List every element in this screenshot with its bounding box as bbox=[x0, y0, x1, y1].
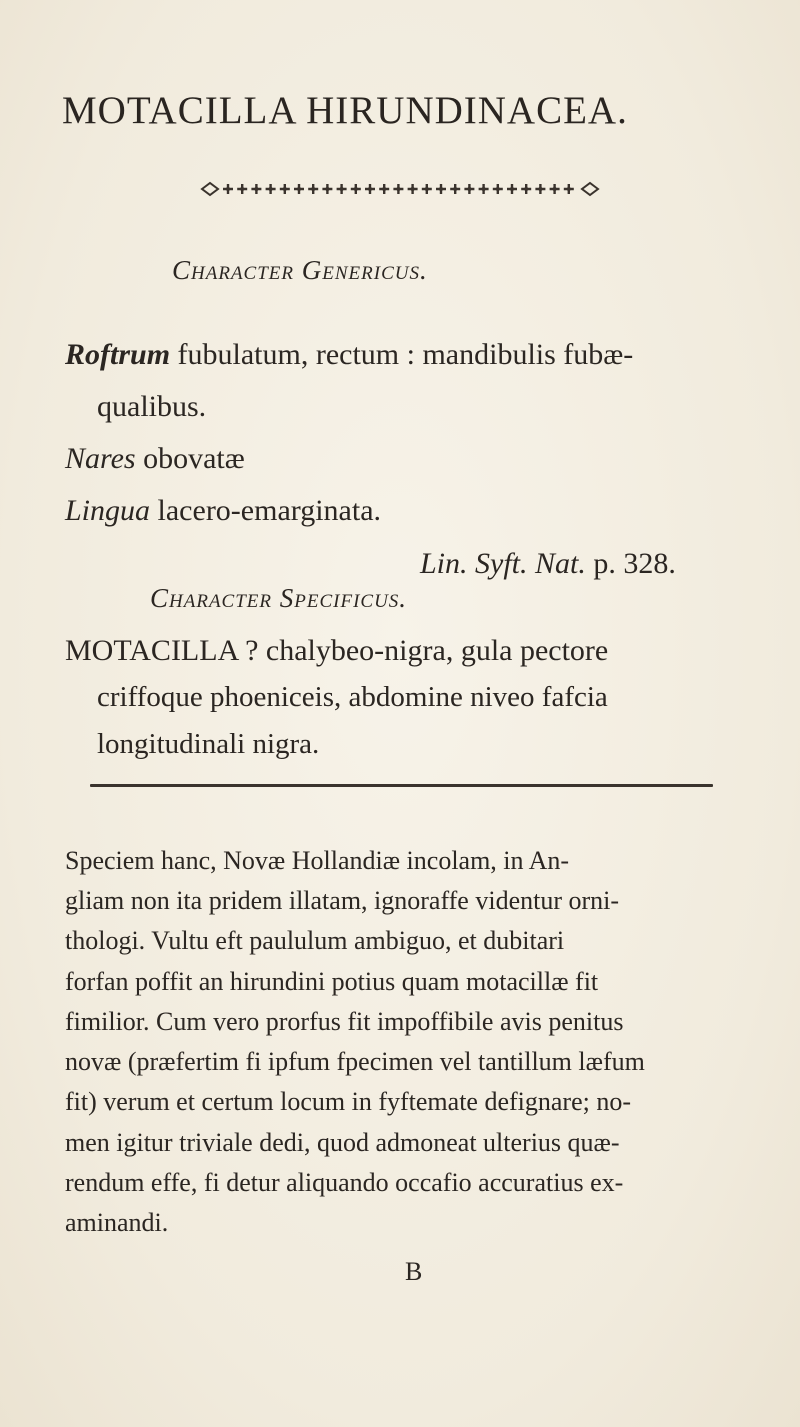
ornament-dot bbox=[297, 187, 301, 191]
description-line: gliam non ita pridem illatam, ignoraffe videntur orni- bbox=[65, 886, 620, 915]
lingua-label: Lingua bbox=[65, 494, 151, 527]
description-line: aminandi. bbox=[65, 1208, 169, 1237]
ornament-divider bbox=[200, 178, 600, 200]
description-line: men igitur triviale dedi, quod admoneat ulterius quæ- bbox=[65, 1128, 620, 1157]
ornament-dot bbox=[467, 187, 471, 191]
ornament-dot bbox=[439, 187, 443, 191]
rostrum-continuation: qualibus. bbox=[97, 390, 207, 423]
ornament-dot bbox=[325, 187, 329, 191]
description-line: novæ (præfertim fi ipfum fpecimen vel tantillum læfum bbox=[65, 1047, 645, 1076]
ornament-dot bbox=[283, 187, 287, 191]
rostrum-line bbox=[65, 340, 633, 370]
description-line: fit) verum et certum locum in fyftemate defignare; no- bbox=[65, 1087, 631, 1116]
ornament-dot bbox=[368, 187, 372, 191]
horizontal-rule bbox=[90, 784, 713, 787]
nares-text: obovatæ bbox=[135, 442, 245, 475]
ornament-dot bbox=[311, 187, 315, 191]
ornament-dot bbox=[340, 187, 344, 191]
ornament-dot bbox=[254, 187, 258, 191]
nares-line bbox=[65, 444, 245, 474]
ornament-dot bbox=[453, 187, 457, 191]
ornament-dot bbox=[240, 187, 244, 191]
ornament-dot bbox=[411, 187, 415, 191]
ornament-dot bbox=[482, 187, 486, 191]
ornament-dot bbox=[226, 187, 230, 191]
description-line: forfan poffit an hirundini potius quam motacillæ fit bbox=[65, 967, 599, 996]
linnaeus-reference bbox=[420, 549, 676, 579]
ornament-dot bbox=[269, 187, 273, 191]
ornament-dot bbox=[425, 187, 429, 191]
description-line: fimilior. Cum vero prorfus fit impoffibile avis penitus bbox=[65, 1007, 624, 1036]
reference-source: Lin. Syft. Nat. bbox=[420, 547, 586, 580]
ornament-dot bbox=[396, 187, 400, 191]
description-line: rendum effe, fi detur aliquando occafio accuratius ex- bbox=[65, 1168, 624, 1197]
specific-line: longitudinali nigra. bbox=[97, 728, 320, 760]
ornament-dot bbox=[553, 187, 557, 191]
page-title: MOTACILLA HIRUNDINACEA. bbox=[62, 89, 628, 132]
rostrum-label: Roftrum bbox=[65, 338, 171, 371]
specific-line: criffoque phoeniceis, abdomine niveo fafcia bbox=[97, 681, 608, 713]
nares-label: Nares bbox=[65, 442, 136, 475]
specific-character-heading: Character Specificus. bbox=[150, 583, 408, 613]
specific-line: MOTACILLA ? chalybeo-nigra, gula pectore bbox=[65, 634, 609, 667]
ornament-dot bbox=[567, 187, 571, 191]
ornament-dot bbox=[538, 187, 542, 191]
description-line: Speciem hanc, Novæ Hollandiæ incolam, in An- bbox=[65, 846, 570, 875]
lingua-line bbox=[65, 496, 381, 526]
ornament-dot bbox=[524, 187, 528, 191]
ornament-dot bbox=[510, 187, 514, 191]
signature-mark: B bbox=[405, 1257, 423, 1286]
generic-character-heading: Character Genericus. bbox=[172, 255, 428, 285]
rostrum-text: fubulatum, rectum : mandibulis fubæ- bbox=[170, 338, 634, 371]
reference-page: p. 328. bbox=[585, 547, 676, 580]
ornament-dot bbox=[496, 187, 500, 191]
ornament-dot bbox=[382, 187, 386, 191]
description-line: thologi. Vultu eft paululum ambiguo, et dubitari bbox=[65, 926, 565, 955]
lingua-text: lacero-emarginata. bbox=[150, 494, 382, 527]
ornament-dot bbox=[354, 187, 358, 191]
